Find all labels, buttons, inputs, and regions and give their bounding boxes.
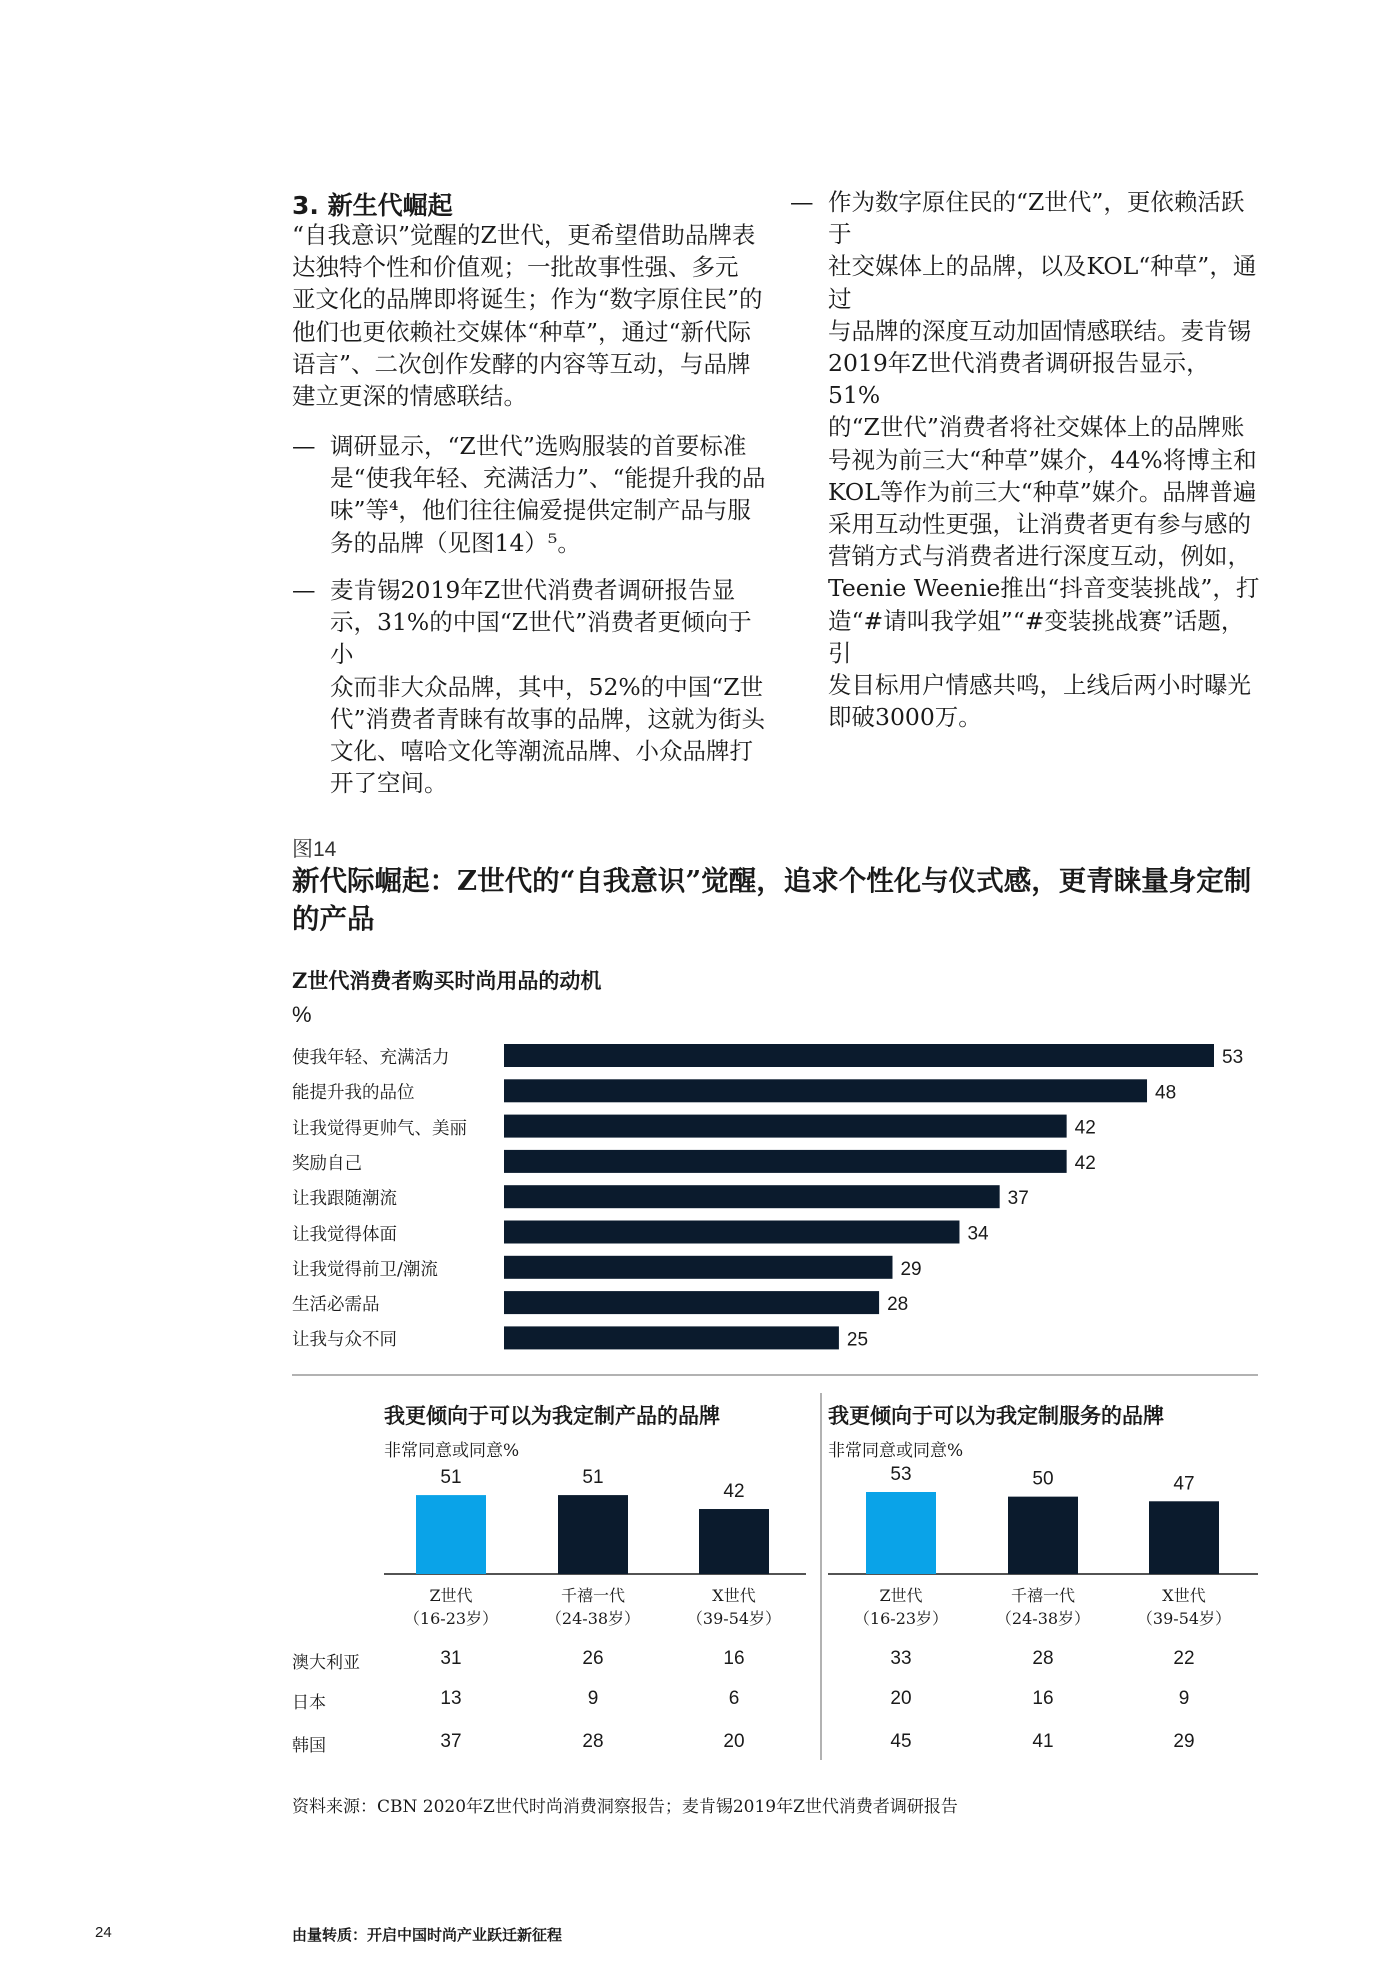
page-number: 24 (95, 1924, 112, 1941)
country-value: 29 (1173, 1731, 1195, 1752)
motivation-label: 奖励自己 (292, 1153, 362, 1174)
source-note: 资料来源：CBN 2020年Z世代时尚消费洞察报告；麦肯锡2019年Z世代消费者调研报告 (292, 1797, 958, 1817)
generation-label: 千禧一代 (560, 1586, 625, 1605)
country-value: 6 (728, 1688, 740, 1709)
country-value: 9 (587, 1688, 599, 1709)
motivation-bar (504, 1115, 1067, 1138)
panel-subtitle-products: 非常同意或同意% (384, 1441, 520, 1461)
footer-title: 由量转质：开启中国时尚产业跃迁新征程 (292, 1926, 563, 1944)
agreement-value: 47 (1173, 1473, 1195, 1495)
country-value: 37 (440, 1731, 462, 1752)
motivation-label: 让我觉得体面 (292, 1224, 397, 1245)
motivation-label: 能提升我的品位 (292, 1083, 415, 1104)
motivation-value: 37 (1007, 1188, 1029, 1210)
country-value: 41 (1032, 1731, 1054, 1752)
chart-unit: % (292, 1002, 312, 1027)
motivation-value: 42 (1074, 1152, 1096, 1174)
country-value: 31 (440, 1648, 462, 1669)
panel-title-products: 我更倾向于可以为我定制产品的品牌 (384, 1403, 720, 1428)
country-value: 20 (890, 1688, 912, 1709)
row-label-japan: 日本 (292, 1693, 326, 1713)
agreement-bar (1008, 1497, 1078, 1574)
motivation-bar (504, 1150, 1067, 1173)
figure-title: 新代际崛起：Z世代的“自我意识”觉醒，追求个性化与仪式感，更青睐量身定制 的产品 (292, 865, 1252, 935)
generation-age: （24-38岁） (995, 1609, 1091, 1628)
agreement-bar (866, 1492, 936, 1574)
generation-age: （24-38岁） (545, 1609, 641, 1628)
motivation-label: 让我觉得前卫/潮流 (292, 1259, 438, 1280)
agreement-value: 42 (723, 1481, 745, 1503)
generation-age: （16-23岁） (403, 1609, 499, 1628)
motivation-bar (504, 1326, 839, 1349)
country-value: 33 (890, 1648, 912, 1669)
motivation-value: 25 (846, 1329, 869, 1351)
country-value: 16 (1032, 1688, 1054, 1709)
agreement-value: 53 (890, 1464, 912, 1485)
motivation-value: 28 (887, 1294, 909, 1316)
bullet-text: 麦肯锡2019年Z世代消费者调研报告显 示，31%的中国“Z世代”消费者更倾向于小 众而非大众品牌，其中，52%的中国“Z世 代”消费者青睐有故事的品牌，这就为街头 文化、嘻哈文化等潮流品牌、小众品牌打 开了空间。 (330, 576, 766, 798)
agreement-value: 50 (1032, 1468, 1054, 1490)
chart-title: Z世代消费者购买时尚用品的动机 (292, 968, 602, 993)
motivation-bar (504, 1256, 892, 1279)
generation-age: （39-54岁） (1136, 1609, 1232, 1628)
motivation-bar (504, 1044, 1214, 1067)
motivation-bar (504, 1221, 959, 1244)
generation-age: （16-23岁） (853, 1609, 949, 1628)
country-value: 9 (1178, 1688, 1190, 1709)
country-value: 26 (582, 1648, 604, 1669)
generation-label: 千禧一代 (1010, 1586, 1075, 1605)
generation-age: （39-54岁） (686, 1609, 782, 1628)
motivation-value: 48 (1155, 1082, 1177, 1104)
generation-label: X世代 (1162, 1586, 1206, 1605)
agreement-value: 51 (440, 1467, 462, 1489)
motivation-value: 34 (967, 1223, 989, 1245)
generation-label: Z世代 (879, 1586, 923, 1605)
motivation-bar (504, 1185, 1000, 1208)
agreement-bar (558, 1495, 628, 1574)
motivation-bar (504, 1291, 879, 1314)
bullet-text: 作为数字原住民的“Z世代”，更依赖活跃于 社交媒体上的品牌，以及KOL“种草”，通过 与品牌的深度互动加固情感联结。麦肯锡 2019年Z世代消费者调研报告显示，51% 的“Z世代”消费者将社交媒体上的品牌账 号视为前三大“种草”媒介，44%将博主和 KOL等作为前三大“种草”媒介。品牌普遍 采用互动性更强，让消费者更有参与感的 营销方式与消费者进行深度互动，例如， Teenie Weenie推出“抖音变装挑战”，打 造“#请叫我学姐”“#变装挑战赛”话题，引 发目标用户情感共鸣，上线后两小时曝光 即破3000万。 (828, 188, 1260, 732)
panel-title-services: 我更倾向于可以为我定制服务的品牌 (828, 1403, 1164, 1428)
bullet-text: 调研显示，“Z世代”选购服装的首要标准 是“使我年轻、充满活力”、“能提升我的品 味”等⁴，他们往往偏爱提供定制产品与服 务的品牌（见图14）⁵。 (330, 432, 766, 557)
row-label-australia: 澳大利亚 (292, 1653, 360, 1673)
motivation-value: 29 (900, 1258, 922, 1280)
motivation-label: 让我与众不同 (292, 1330, 397, 1351)
agreement-value: 51 (582, 1467, 604, 1489)
motivation-label: 使我年轻、充满活力 (292, 1048, 450, 1068)
dash-marker: — (790, 188, 814, 216)
country-value: 16 (723, 1648, 745, 1669)
agreement-bar (699, 1509, 769, 1574)
motivation-value: 53 (1222, 1047, 1244, 1068)
motivation-value: 42 (1074, 1117, 1096, 1139)
generation-label: Z世代 (429, 1586, 473, 1605)
motivation-bar (504, 1079, 1147, 1102)
dash-marker: — (292, 432, 316, 460)
generation-label: X世代 (712, 1586, 756, 1605)
dash-marker: — (292, 576, 316, 604)
country-value: 20 (723, 1731, 745, 1752)
motivation-label: 让我跟随潮流 (292, 1189, 397, 1210)
country-value: 28 (1032, 1648, 1054, 1669)
country-value: 45 (890, 1731, 912, 1752)
country-value: 28 (582, 1731, 604, 1752)
panel-subtitle-services: 非常同意或同意% (828, 1441, 964, 1461)
figure-label: 图14 (292, 838, 337, 861)
motivation-label: 让我觉得更帅气、美丽 (292, 1118, 467, 1139)
intro-paragraph: “自我意识”觉醒的Z世代，更希望借助品牌表 达独特个性和价值观；一批故事性强、多元 亚文化的品牌即将诞生；作为“数字原住民”的 他们也更依赖社交媒体“种草”，通过“新代际 语言”、二次创作发酵的内容等互动，与品牌 建立更深的情感联结。 (292, 221, 763, 411)
section-heading: 3. 新生代崛起 (292, 191, 453, 220)
country-value: 22 (1173, 1648, 1195, 1669)
motivation-label: 生活必需品 (292, 1295, 380, 1316)
row-label-korea: 韩国 (292, 1736, 326, 1756)
agreement-bar (1149, 1501, 1219, 1574)
agreement-bar (416, 1495, 486, 1574)
country-value: 13 (440, 1688, 462, 1709)
